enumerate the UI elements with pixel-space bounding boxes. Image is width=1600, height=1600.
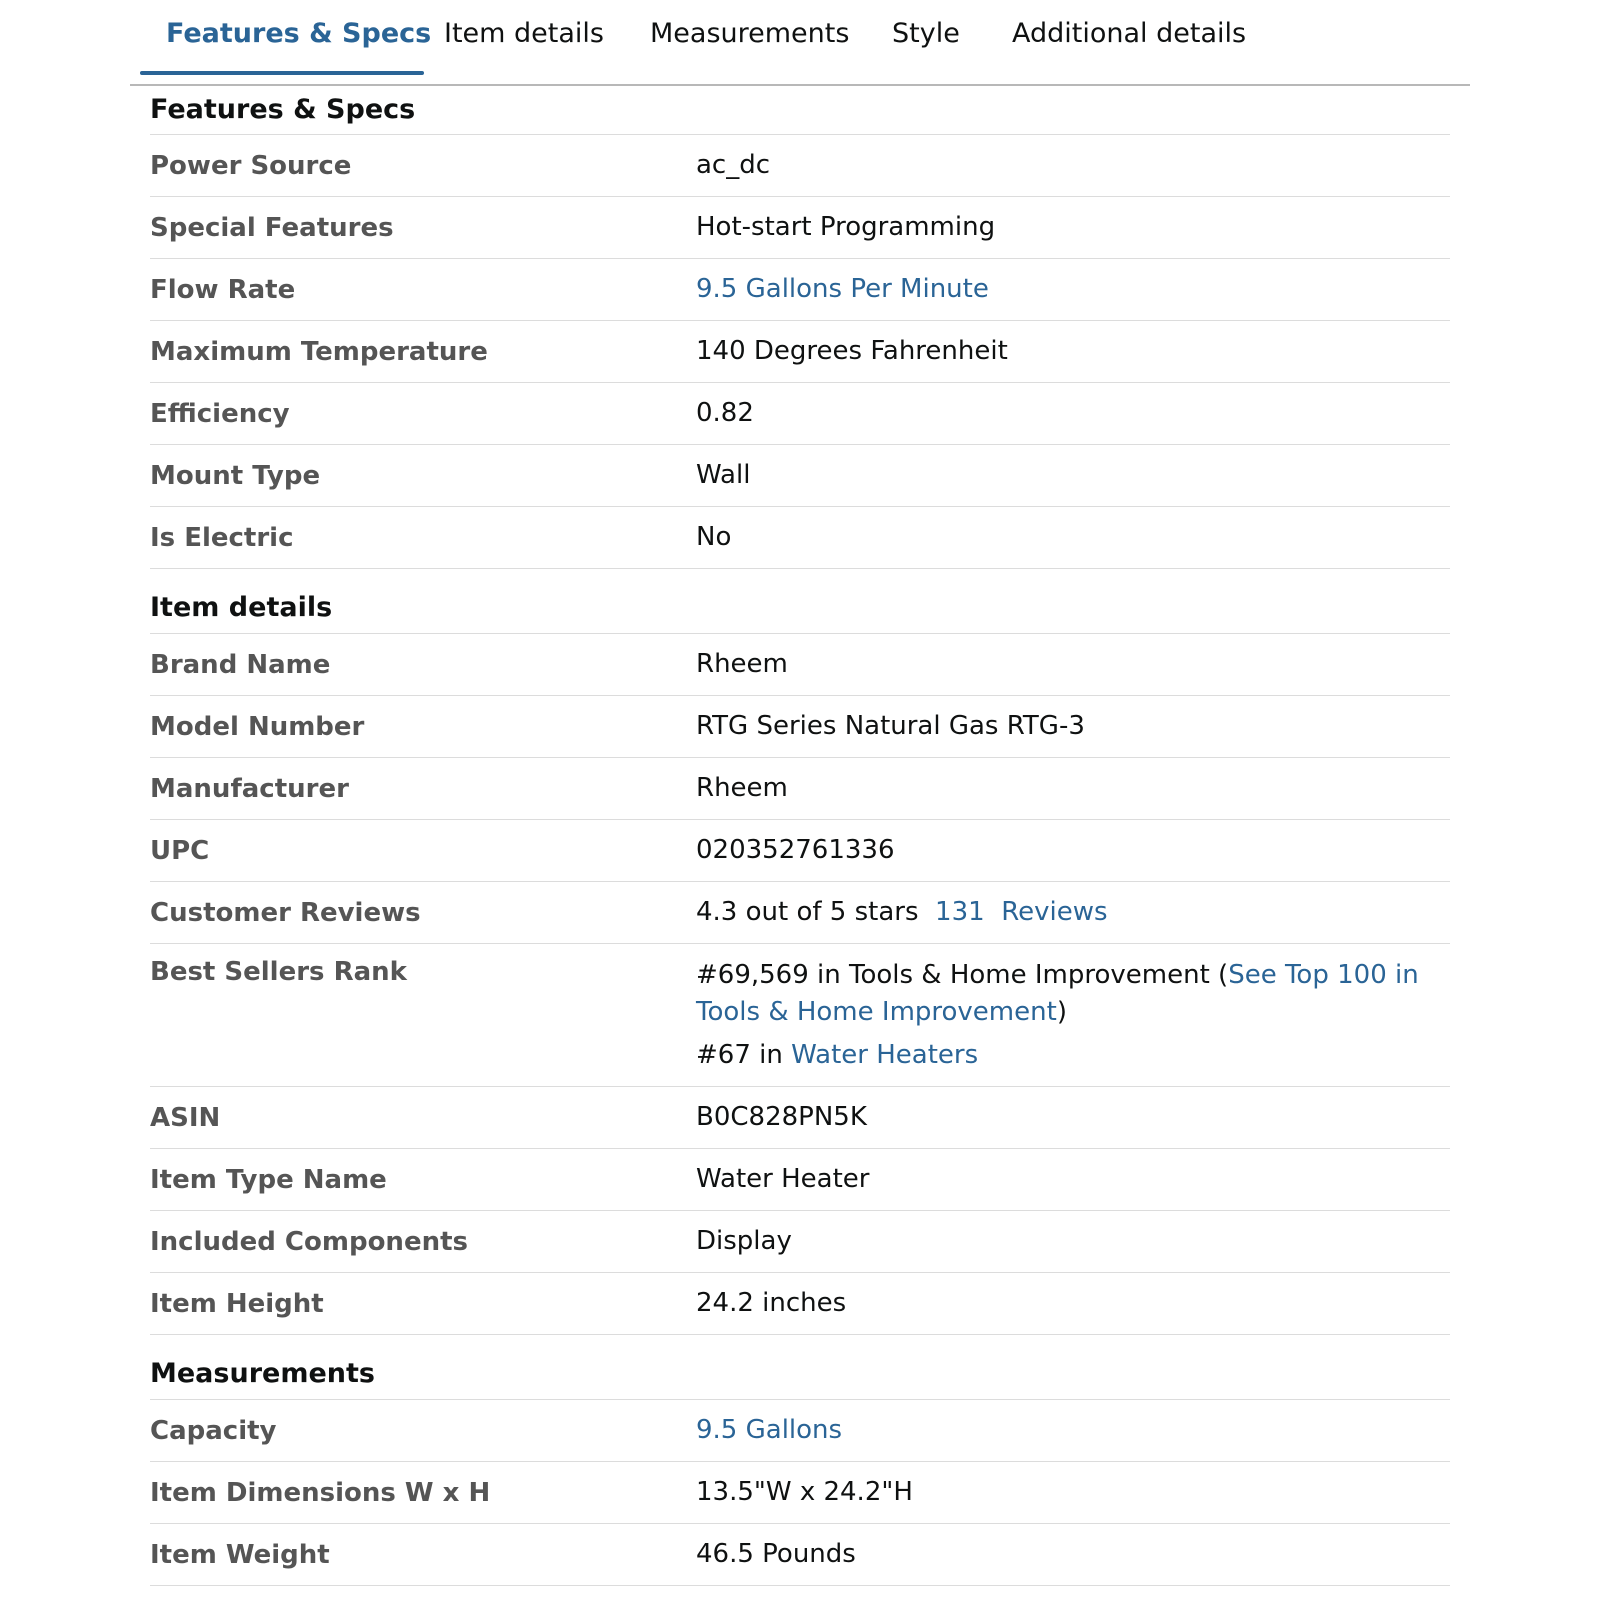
spec-row-model-number	[150, 696, 1450, 758]
spec-value: Hot-start Programming	[696, 212, 996, 242]
spec-value: Wall	[696, 460, 751, 490]
section-title-features: Features & Specs	[150, 86, 1450, 135]
spec-value: B0C828PN5K	[696, 1102, 867, 1132]
spec-label: Manufacturer	[150, 773, 349, 804]
spec-row-customer-reviews	[150, 882, 1450, 944]
spec-label: Is Electric	[150, 522, 294, 553]
rank-line-1	[696, 957, 1450, 1031]
spec-value: 140 Degrees Fahrenheit	[696, 336, 1008, 366]
active-tab-indicator	[140, 71, 424, 75]
spec-label: Item Weight	[150, 1539, 330, 1570]
spec-row-item-weight	[150, 1524, 1450, 1586]
capacity-link[interactable]: 9.5 Gallons	[696, 1415, 843, 1445]
spec-row-mount-type	[150, 445, 1450, 507]
spec-row-power-source	[150, 135, 1450, 197]
rating-text: 4.3 out of 5 stars	[696, 897, 919, 927]
spec-row-upc	[150, 820, 1450, 882]
spec-value: 24.2 inches	[696, 1288, 847, 1318]
spec-row-included-components	[150, 1211, 1450, 1273]
spec-label: UPC	[150, 835, 210, 866]
spec-value: Water Heater	[696, 1164, 870, 1194]
tab-additional-details[interactable]: Additional details	[1012, 18, 1247, 49]
spec-value: Rheem	[696, 649, 788, 679]
tab-measurements[interactable]: Measurements	[650, 18, 850, 49]
spec-row-item-dimensions	[150, 1462, 1450, 1524]
tab-item-details[interactable]: Item details	[444, 18, 604, 49]
spec-label: Special Features	[150, 212, 394, 243]
spec-label: Item Type Name	[150, 1164, 387, 1195]
spec-label: Brand Name	[150, 649, 331, 680]
water-heaters-link[interactable]: Water Heaters	[791, 1040, 979, 1070]
spec-row-brand-name	[150, 634, 1450, 696]
spec-row-efficiency	[150, 383, 1450, 445]
spec-label: Included Components	[150, 1226, 468, 1257]
spec-value: 020352761336	[696, 835, 895, 865]
review-count-label: Reviews	[1001, 897, 1108, 927]
rank-line-2	[696, 1037, 1450, 1074]
spec-row-asin	[150, 1087, 1450, 1149]
rank-1-suffix: )	[1056, 997, 1067, 1027]
spec-row-best-sellers-rank	[150, 944, 1450, 1087]
spec-table	[150, 86, 1450, 1586]
rank-1-text: #69,569 in Tools & Home Improvement (	[696, 960, 1229, 990]
spec-value: 46.5 Pounds	[696, 1539, 856, 1569]
spec-row-item-type-name	[150, 1149, 1450, 1211]
spec-value: 0.82	[696, 398, 754, 428]
spec-label: Model Number	[150, 711, 365, 742]
spec-label: Mount Type	[150, 460, 321, 491]
spec-value: No	[696, 522, 732, 552]
spec-label: Flow Rate	[150, 274, 296, 305]
spec-row-flow-rate	[150, 259, 1450, 321]
spec-row-manufacturer	[150, 758, 1450, 820]
spec-value: ac_dc	[696, 150, 771, 180]
tab-bar	[0, 0, 1600, 86]
spec-value: RTG Series Natural Gas RTG-3	[696, 711, 1085, 741]
tab-features-specs[interactable]: Features & Specs	[166, 18, 432, 49]
section-title-item-details: Item details	[150, 569, 1450, 634]
spec-row-special-features	[150, 197, 1450, 259]
spec-label: Item Height	[150, 1288, 324, 1319]
spec-row-capacity	[150, 1400, 1450, 1462]
tab-style[interactable]: Style	[892, 18, 960, 49]
spec-label: Capacity	[150, 1415, 277, 1446]
spec-label: ASIN	[150, 1102, 221, 1133]
flow-rate-link[interactable]: 9.5 Gallons Per Minute	[696, 274, 989, 304]
spec-label: Power Source	[150, 150, 352, 181]
spec-label: Maximum Temperature	[150, 336, 488, 367]
spec-row-item-height	[150, 1273, 1450, 1335]
spec-row-is-electric	[150, 507, 1450, 569]
review-count: 131	[935, 897, 985, 927]
rank-2-text: #67 in	[696, 1040, 792, 1070]
see-top-100-link[interactable]: See Top 100 in Tools & Home Improvement	[696, 960, 1419, 1027]
review-count-link[interactable]	[935, 897, 1107, 927]
spec-row-max-temperature	[150, 321, 1450, 383]
spec-label: Best Sellers Rank	[150, 957, 407, 987]
spec-label: Item Dimensions W x H	[150, 1477, 491, 1508]
spec-label: Efficiency	[150, 398, 290, 429]
section-title-measurements: Measurements	[150, 1335, 1450, 1400]
spec-label: Customer Reviews	[150, 897, 421, 928]
spec-value: 13.5"W x 24.2"H	[696, 1477, 913, 1507]
spec-value: Rheem	[696, 773, 788, 803]
spec-value: Display	[696, 1226, 792, 1256]
